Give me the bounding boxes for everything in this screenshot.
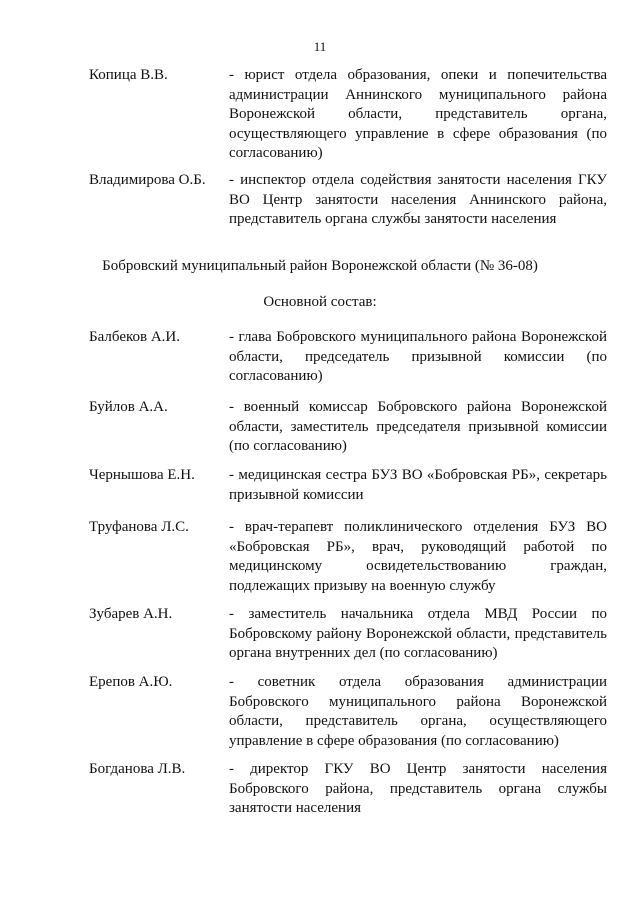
commission-entry	[89, 171, 607, 230]
member-name: Труфанова Л.С.	[89, 519, 189, 535]
member-role: - военный комиссар Бобровского района Воронежской области, заместитель председателя призывной комиссии (по согласованию)	[229, 399, 607, 454]
member-role: - медицинская сестра БУЗ ВО «Бобровская РБ», секретарь призывной комиссии	[229, 467, 607, 503]
member-role: - заместитель начальника отдела МВД России по Бобровскому району Воронежской области, представитель органа внутренних дел (по согласованию)	[229, 606, 607, 661]
commission-entry	[89, 605, 607, 664]
member-name: Ерепов А.Ю.	[89, 674, 173, 690]
member-name: Богданова Л.В.	[89, 761, 186, 777]
commission-entry	[89, 466, 607, 505]
commission-entry	[89, 328, 607, 387]
commission-entry	[89, 398, 607, 457]
commission-entry	[89, 518, 607, 596]
member-role: - советник отдела образования администрации Бобровского муниципального района Воронежской области, представитель органа, осуществляющего управление в сфере образования (по согласованию)	[229, 674, 607, 749]
member-name: Зубарев А.Н.	[89, 606, 173, 622]
member-role: - глава Бобровского муниципального района Воронежской области, председатель призывной комиссии (по согласованию)	[229, 329, 607, 384]
section-heading: Основной состав:	[263, 294, 377, 310]
commission-entry	[89, 760, 607, 819]
member-name: Чернышова Е.Н.	[89, 467, 195, 483]
commission-entry	[89, 66, 607, 164]
member-role: - директор ГКУ ВО Центр занятости населения Бобровского района, представитель органа службы занятости населения	[229, 761, 607, 816]
member-role: - врач-терапевт поликлинического отделения БУЗ ВО «Бобровская РБ», врач, руководящий работой по медицинскому освидетельствованию граждан, подлежащих призыву на военную службу	[229, 519, 607, 594]
member-name: Владимирова О.Б.	[89, 172, 206, 188]
district-heading: Бобровский муниципальный район Воронежской области (№ 36-08)	[102, 258, 538, 274]
member-name: Копица В.В.	[89, 67, 168, 83]
member-name: Буйлов А.А.	[89, 399, 168, 415]
page-number: 11	[313, 39, 327, 54]
member-name: Балбеков А.И.	[89, 329, 181, 345]
member-role: - юрист отдела образования, опеки и попечительства администрации Аннинского муниципального района Воронежской области, представитель органа, осуществляющего управление в сфере образования (по согласованию)	[229, 67, 607, 161]
commission-entry	[89, 673, 607, 751]
member-role: - инспектор отдела содействия занятости населения ГКУ ВО Центр занятости населения Аннинского района, представитель органа службы занятости населения	[229, 172, 607, 227]
